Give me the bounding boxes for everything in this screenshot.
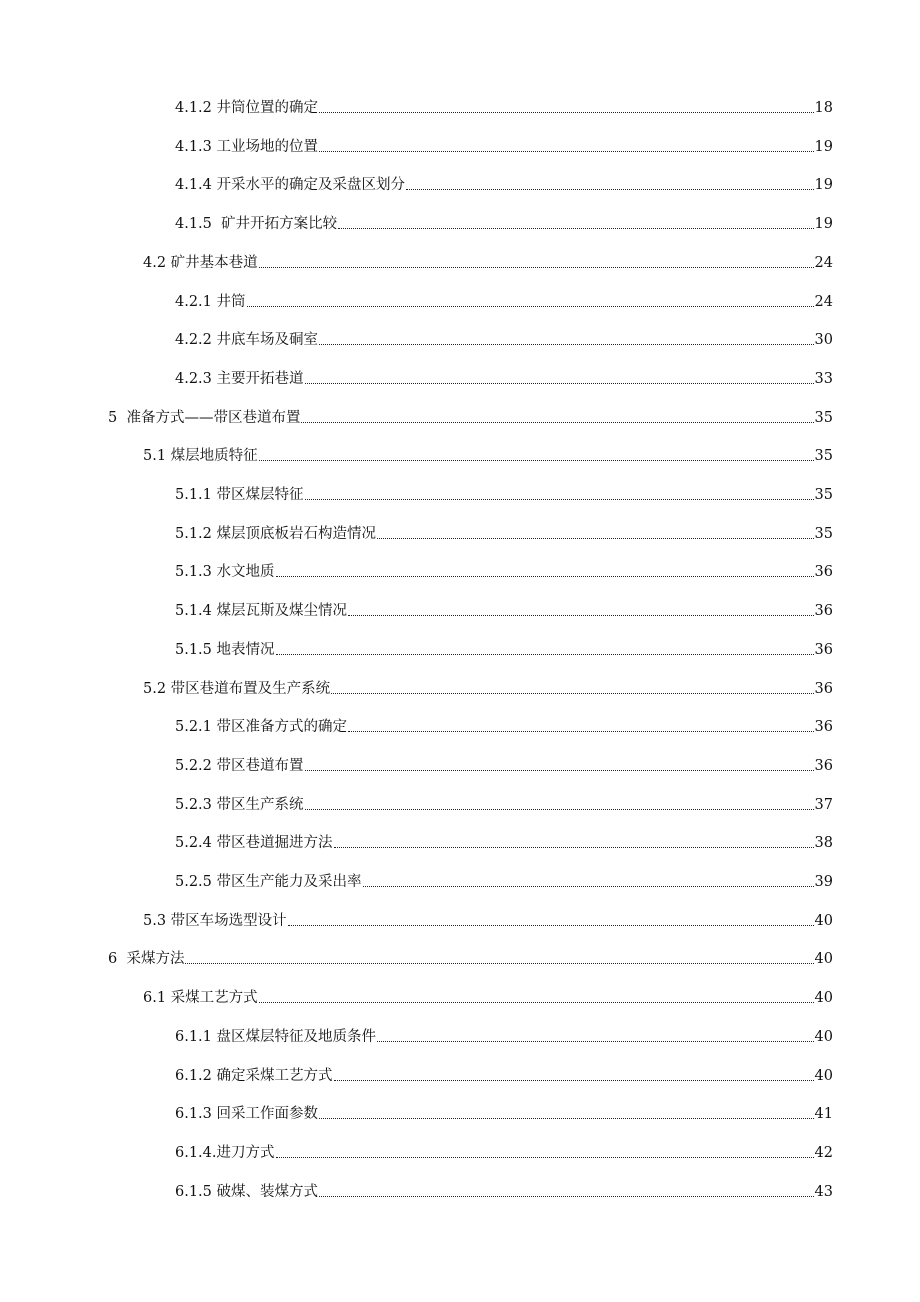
toc-dot-leader: [348, 731, 814, 732]
toc-dot-leader: [331, 693, 813, 694]
toc-entry-title: 5.2.5 带区生产能力及采出率: [175, 874, 362, 890]
toc-page-number: 19: [814, 216, 833, 232]
toc-page-number: 30: [814, 332, 833, 348]
toc-page-number: 40: [814, 913, 833, 929]
toc-page-number: 19: [814, 177, 833, 193]
toc-dot-leader: [319, 151, 814, 152]
toc-dot-leader: [259, 267, 814, 268]
toc-dot-leader: [363, 886, 814, 887]
toc-entry[interactable]: [175, 480, 833, 504]
toc-entry[interactable]: [175, 712, 833, 736]
toc-entry[interactable]: [175, 132, 833, 156]
toc-entry[interactable]: [175, 596, 833, 620]
toc-entry-title: 4.2.1 井筒: [175, 294, 246, 310]
toc-page-number: 39: [814, 874, 833, 890]
toc-page-number: 40: [814, 1029, 833, 1045]
toc-page-number: 41: [814, 1106, 833, 1122]
toc-entry-title: 4.2.3 主要开拓巷道: [175, 371, 304, 387]
toc-entry-title: 6.1.4.进刀方式: [175, 1145, 275, 1161]
toc-entry[interactable]: [175, 1138, 833, 1162]
toc-entry[interactable]: [175, 364, 833, 388]
toc-entry-title: 5.1.1 带区煤层特征: [175, 487, 304, 503]
toc-entry[interactable]: [175, 867, 833, 891]
toc-dot-leader: [259, 1002, 814, 1003]
toc-entry[interactable]: [175, 1099, 833, 1123]
toc-dot-leader: [319, 112, 814, 113]
toc-entry-title: 4.1.2 井筒位置的确定: [175, 100, 319, 116]
toc-entry[interactable]: [175, 751, 833, 775]
toc-entry[interactable]: [175, 209, 833, 233]
toc-entry-title: 4.2.2 井底车场及硐室: [175, 332, 319, 348]
toc-dot-leader: [348, 615, 814, 616]
toc-entry[interactable]: [143, 674, 833, 698]
toc-dot-leader: [305, 383, 814, 384]
toc-page-number: 36: [814, 719, 833, 735]
toc-page-number: 18: [814, 100, 833, 116]
toc-page-number: 35: [814, 526, 833, 542]
toc-entry[interactable]: [175, 1022, 833, 1046]
toc-page-number: 35: [814, 487, 833, 503]
toc-entry-title: 4.2 矿井基本巷道: [143, 255, 258, 271]
toc-entry[interactable]: [175, 790, 833, 814]
toc-entry-title: 6.1.3 回采工作面参数: [175, 1106, 319, 1122]
toc-page-number: 19: [814, 139, 833, 155]
toc-entry-title: 5.2.3 带区生产系统: [175, 797, 304, 813]
toc-entry[interactable]: [108, 944, 833, 968]
toc-page-number: 38: [814, 835, 833, 851]
toc-dot-leader: [259, 460, 814, 461]
toc-page-number: 35: [814, 410, 833, 426]
toc-entry-title: 5.2.2 带区巷道布置: [175, 758, 304, 774]
toc-entry[interactable]: [175, 828, 833, 852]
toc-page-number: 35: [814, 448, 833, 464]
toc-page-number: 36: [814, 681, 833, 697]
toc-entry-title: 5.1.2 煤层顶底板岩石构造情况: [175, 526, 377, 542]
toc-entry-title: 5.2.4 带区巷道掘进方法: [175, 835, 333, 851]
toc-page-number: 36: [814, 603, 833, 619]
toc-dot-leader: [276, 654, 814, 655]
toc-page-number: 24: [814, 294, 833, 310]
toc-dot-leader: [305, 809, 814, 810]
toc-page-number: 33: [814, 371, 833, 387]
toc-entry-title: 6.1.5 破煤、装煤方式: [175, 1184, 319, 1200]
toc-entry-title: 6.1.1 盘区煤层特征及地质条件: [175, 1029, 377, 1045]
toc-page-number: 42: [814, 1145, 833, 1161]
toc-entry[interactable]: [175, 1061, 833, 1085]
toc-entry[interactable]: [175, 287, 833, 311]
toc-page-number: 40: [814, 990, 833, 1006]
toc-entry[interactable]: [143, 983, 833, 1007]
toc-entry-title: 4.1.5 矿井开拓方案比较: [175, 216, 338, 232]
toc-entry[interactable]: [175, 325, 833, 349]
toc-dot-leader: [338, 228, 813, 229]
toc-dot-leader: [305, 499, 814, 500]
toc-entry-title: 5.2.1 带区准备方式的确定: [175, 719, 348, 735]
toc-dot-leader: [377, 1041, 814, 1042]
toc-dot-leader: [301, 422, 813, 423]
toc-dot-leader: [247, 306, 814, 307]
toc-page-number: 36: [814, 758, 833, 774]
toc-entry-title: 5.1.3 水文地质: [175, 564, 275, 580]
toc-entry[interactable]: [108, 403, 833, 427]
toc-dot-leader: [288, 925, 814, 926]
toc-entry-title: 5.1.4 煤层瓦斯及煤尘情况: [175, 603, 348, 619]
toc-dot-leader: [377, 538, 814, 539]
toc-entry-title: 5 准备方式——带区巷道布置: [108, 410, 301, 426]
toc-page-number: 36: [814, 642, 833, 658]
toc-dot-leader: [334, 1080, 814, 1081]
toc-entry-title: 5.1 煤层地质特征: [143, 448, 258, 464]
toc-entry-title: 5.1.5 地表情况: [175, 642, 275, 658]
toc-dot-leader: [305, 770, 814, 771]
toc-dot-leader: [319, 1118, 814, 1119]
toc-entry-title: 5.2 带区巷道布置及生产系统: [143, 681, 331, 697]
toc-entry-title: 6.1 采煤工艺方式: [143, 990, 258, 1006]
toc-dot-leader: [406, 189, 814, 190]
toc-entry[interactable]: [175, 635, 833, 659]
toc-dot-leader: [334, 847, 814, 848]
toc-page-number: 40: [814, 951, 833, 967]
toc-dot-leader: [319, 1196, 814, 1197]
toc-entry[interactable]: [143, 906, 833, 930]
toc-entry[interactable]: [175, 519, 833, 543]
toc-entry-title: 6.1.2 确定采煤工艺方式: [175, 1068, 333, 1084]
toc-entry[interactable]: [175, 170, 833, 194]
toc-entry[interactable]: [175, 557, 833, 581]
toc-entry[interactable]: [175, 93, 833, 117]
toc-page-number: 36: [814, 564, 833, 580]
toc-page-number: 37: [814, 797, 833, 813]
toc-page-number: 40: [814, 1068, 833, 1084]
toc-entry[interactable]: [143, 248, 833, 272]
toc-entry-title: 6 采煤方法: [108, 951, 185, 967]
toc-dot-leader: [276, 576, 814, 577]
toc-entry-title: 5.3 带区车场选型设计: [143, 913, 287, 929]
toc-page-number: 43: [814, 1184, 833, 1200]
toc-entry[interactable]: [143, 441, 833, 465]
toc-dot-leader: [276, 1157, 814, 1158]
toc-dot-leader: [319, 344, 814, 345]
toc-page-number: 24: [814, 255, 833, 271]
toc-entry-title: 4.1.3 工业场地的位置: [175, 139, 319, 155]
toc-entry-title: 4.1.4 开采水平的确定及采盘区划分: [175, 177, 406, 193]
toc-dot-leader: [185, 963, 813, 964]
toc-entry[interactable]: [175, 1177, 833, 1201]
